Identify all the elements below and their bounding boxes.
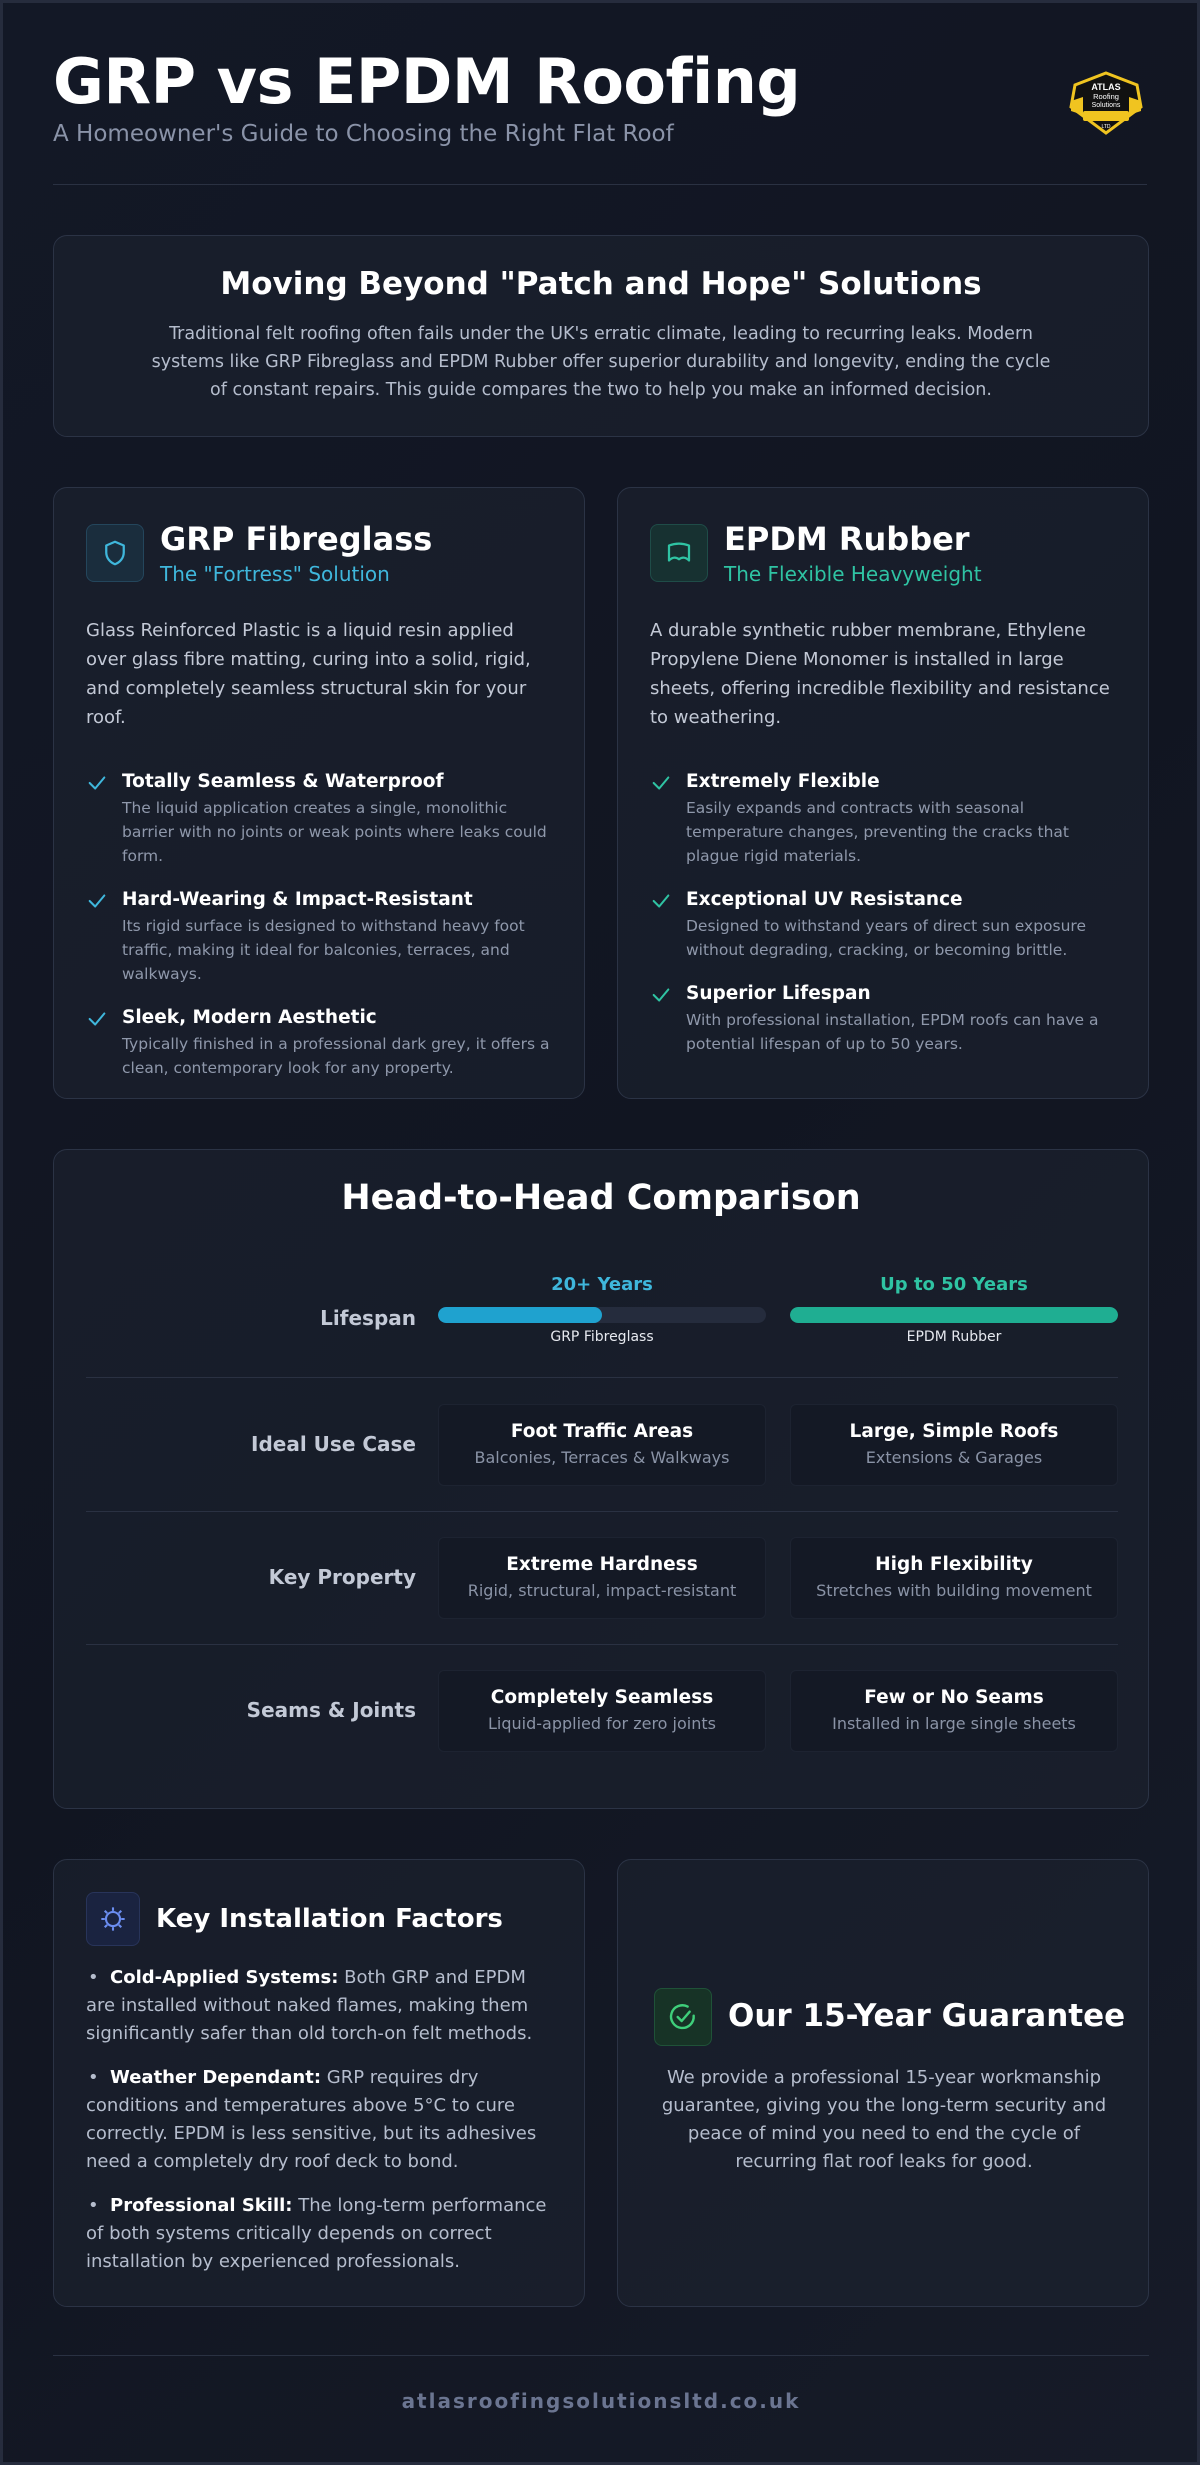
feature-text: Typically finished in a professional dark grey, it offers a clean, contemporary look for any property. bbox=[122, 1035, 550, 1077]
grp-tagline: The "Fortress" Solution bbox=[160, 562, 390, 586]
cell-main: Large, Simple Roofs bbox=[849, 1421, 1059, 1442]
comparison-row bbox=[86, 1670, 1118, 1754]
gear-icon bbox=[86, 1892, 140, 1946]
cell-sub: Stretches with building movement bbox=[816, 1581, 1092, 1600]
feature-item bbox=[86, 1006, 552, 1080]
comparison-row bbox=[86, 1404, 1118, 1488]
feature-title: Hard-Wearing & Impact-Resistant bbox=[122, 889, 473, 910]
cell-main: Foot Traffic Areas bbox=[510, 1421, 694, 1442]
cell-main: Extreme Hardness bbox=[506, 1554, 698, 1575]
row-label: Lifespan bbox=[320, 1306, 416, 1330]
row-divider bbox=[86, 1644, 1118, 1645]
row-divider bbox=[86, 1377, 1118, 1378]
feature-item bbox=[650, 770, 1116, 868]
cell-main: Few or No Seams bbox=[864, 1687, 1044, 1708]
intro-card bbox=[53, 235, 1149, 437]
footer-url: atlasroofingsolutionsltd.co.uk bbox=[401, 2389, 801, 2413]
cell-sub: Installed in large single sheets bbox=[832, 1714, 1076, 1733]
epdm-cell bbox=[790, 1404, 1118, 1486]
guarantee-title: Our 15-Year Guarantee bbox=[728, 1998, 1126, 2034]
grp-card bbox=[53, 487, 585, 1099]
footer-divider bbox=[53, 2355, 1149, 2356]
epdm-feature-list bbox=[650, 770, 1116, 1056]
check-icon bbox=[650, 772, 672, 794]
feature-text: The liquid application creates a single, monolithic barrier with no joints or weak points where leaks could form. bbox=[122, 799, 547, 865]
epdm-lifespan-value: Up to 50 Years bbox=[880, 1274, 1028, 1295]
epdm-cell bbox=[790, 1537, 1118, 1619]
feature-title: Exceptional UV Resistance bbox=[686, 889, 963, 910]
flexible-membrane-icon bbox=[650, 524, 708, 582]
check-icon bbox=[86, 890, 108, 912]
feature-item bbox=[650, 888, 1116, 962]
grp-description: Glass Reinforced Plastic is a liquid resin applied over glass fibre matting, curing into a solid, rigid, and completely seamless structural skin for your roof. bbox=[86, 620, 531, 728]
grp-cell bbox=[438, 1670, 766, 1752]
grp-lifespan-value: 20+ Years bbox=[551, 1274, 653, 1295]
list-item: • Professional Skill: The long-term performance of both systems critically depends on correct installation by experienced professionals. bbox=[86, 2195, 547, 2272]
row-label: Ideal Use Case bbox=[251, 1432, 416, 1456]
feature-text: Easily expands and contracts with seasonal temperature changes, preventing the cracks that plague rigid materials. bbox=[686, 799, 1069, 865]
check-circle-icon bbox=[654, 1988, 712, 2046]
svg-text:ATLAS: ATLAS bbox=[1091, 82, 1121, 92]
installation-card bbox=[53, 1859, 585, 2307]
grp-bar-caption: GRP Fibreglass bbox=[550, 1329, 654, 1345]
company-logo bbox=[1067, 71, 1145, 135]
epdm-name: EPDM Rubber bbox=[724, 520, 970, 558]
epdm-tagline: The Flexible Heavyweight bbox=[724, 562, 982, 586]
feature-text: With professional installation, EPDM roofs can have a potential lifespan of up to 50 years. bbox=[686, 1011, 1099, 1053]
feature-item bbox=[650, 982, 1116, 1056]
epdm-card bbox=[617, 487, 1149, 1099]
feature-item bbox=[86, 888, 552, 986]
page-subtitle: A Homeowner's Guide to Choosing the Right Flat Roof bbox=[53, 121, 674, 147]
svg-text:Roofing: Roofing bbox=[1093, 92, 1119, 101]
epdm-bar-caption: EPDM Rubber bbox=[906, 1329, 1002, 1345]
guarantee-card bbox=[617, 1859, 1149, 2307]
comparison-heading: Head-to-Head Comparison bbox=[341, 1178, 861, 1218]
grp-cell bbox=[438, 1404, 766, 1486]
feature-text: Its rigid surface is designed to withstand heavy foot traffic, making it ideal for balconies, terraces, and walkways. bbox=[122, 917, 525, 983]
feature-title: Sleek, Modern Aesthetic bbox=[122, 1007, 377, 1028]
grp-bar-fill bbox=[438, 1307, 602, 1323]
page-title: GRP vs EPDM Roofing bbox=[53, 45, 801, 118]
epdm-description: A durable synthetic rubber membrane, Ethylene Propylene Diene Monomer is installed in large sheets, offering incredible flexibility and resistance to weathering. bbox=[650, 620, 1110, 728]
feature-title: Superior Lifespan bbox=[686, 983, 871, 1004]
cell-main: High Flexibility bbox=[875, 1554, 1033, 1575]
row-divider bbox=[86, 1511, 1118, 1512]
check-icon bbox=[86, 772, 108, 794]
intro-text: Traditional felt roofing often fails under the UK's erratic climate, leading to recurring leaks. Modern systems like GRP Fibreglass and EPDM Rubber offer superior durability and longevity, ending the cycle of constant repairs. This guide compares the two to help you make an informed decision. bbox=[151, 324, 1051, 400]
list-item: • Weather Dependant: GRP requires dry conditions and temperatures above 5°C to cure correctly. EPDM is less sensitive, but its adhesives need a completely dry roof deck to bond. bbox=[86, 2067, 537, 2172]
epdm-cell bbox=[790, 1670, 1118, 1752]
cell-sub: Rigid, structural, impact-resistant bbox=[467, 1581, 737, 1600]
svg-text:LTD: LTD bbox=[1101, 124, 1111, 130]
comparison-card bbox=[53, 1149, 1149, 1809]
feature-title: Totally Seamless & Waterproof bbox=[122, 771, 444, 792]
feature-text: Designed to withstand years of direct sun exposure without degrading, cracking, or becoming brittle. bbox=[686, 917, 1086, 959]
list-item: • Cold-Applied Systems: Both GRP and EPDM are installed without naked flames, making them significantly safer than old torch-on felt methods. bbox=[86, 1967, 533, 2044]
svg-text:Solutions: Solutions bbox=[1091, 102, 1121, 109]
check-icon bbox=[650, 890, 672, 912]
cell-sub: Balconies, Terraces & Walkways bbox=[474, 1448, 730, 1467]
installation-title: Key Installation Factors bbox=[156, 1904, 503, 1934]
grp-name: GRP Fibreglass bbox=[160, 520, 433, 558]
bar-track bbox=[438, 1307, 766, 1323]
grp-feature-list bbox=[86, 770, 552, 1080]
epdm-bar-fill bbox=[790, 1307, 1118, 1323]
installation-list bbox=[86, 1964, 552, 2276]
check-icon bbox=[86, 1008, 108, 1030]
row-label: Seams & Joints bbox=[246, 1698, 416, 1722]
grp-cell bbox=[438, 1537, 766, 1619]
cell-main: Completely Seamless bbox=[490, 1687, 714, 1708]
check-icon bbox=[650, 984, 672, 1006]
cell-sub: Liquid-applied for zero joints bbox=[488, 1714, 716, 1733]
row-label: Key Property bbox=[268, 1565, 416, 1589]
grp-lifespan-bar bbox=[438, 1274, 766, 1345]
cell-sub: Extensions & Garages bbox=[865, 1448, 1043, 1467]
lifespan-row bbox=[86, 1274, 1118, 1354]
epdm-lifespan-bar bbox=[790, 1274, 1118, 1345]
intro-heading: Moving Beyond "Patch and Hope" Solutions bbox=[220, 266, 982, 302]
comparison-row bbox=[86, 1537, 1118, 1621]
feature-title: Extremely Flexible bbox=[686, 771, 880, 792]
feature-item bbox=[86, 770, 552, 868]
bar-track bbox=[790, 1307, 1118, 1323]
shield-icon bbox=[86, 524, 144, 582]
guarantee-text: We provide a professional 15-year workmanship guarantee, giving you the long-term security and peace of mind you need to end the cycle of recurring flat roof leaks for good. bbox=[661, 2067, 1107, 2172]
header bbox=[53, 3, 1147, 185]
page bbox=[3, 3, 1197, 2462]
